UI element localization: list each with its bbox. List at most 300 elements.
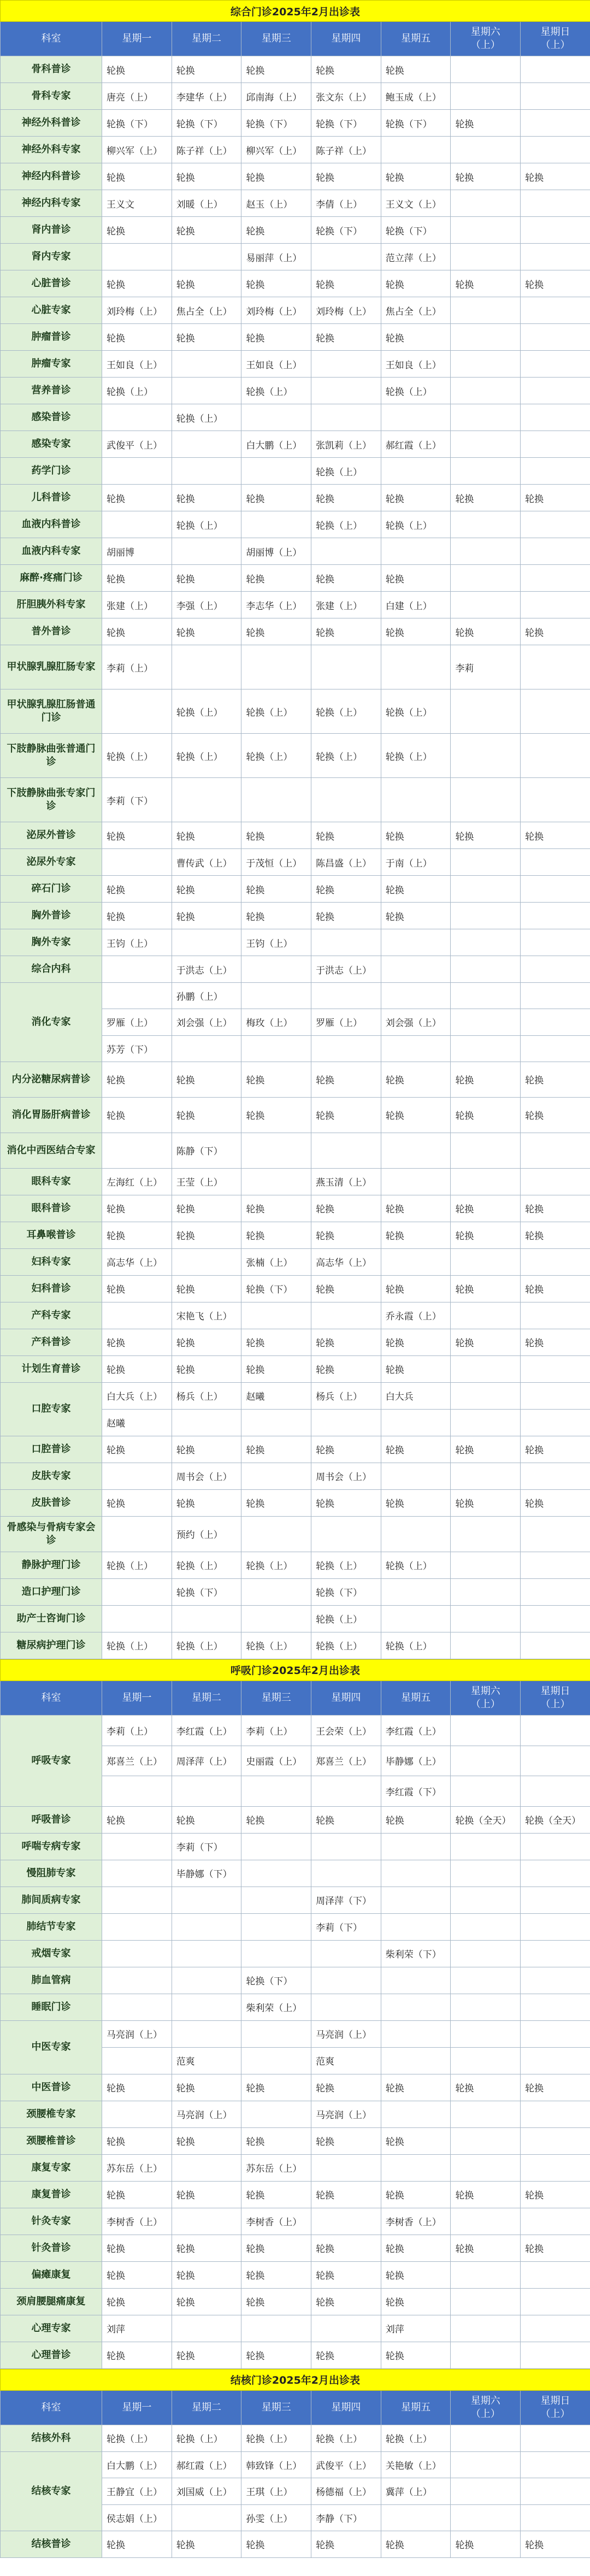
schedule-cell: 于南（上） xyxy=(381,849,451,876)
schedule-cell xyxy=(311,1860,381,1887)
schedule-cell xyxy=(311,929,381,956)
schedule-cell: 轮换 xyxy=(102,822,172,849)
schedule-cell: 轮换 xyxy=(521,2181,590,2208)
schedule-cell: 赵曦 xyxy=(241,1382,311,1409)
schedule-row xyxy=(1,163,590,190)
schedule-cell xyxy=(521,956,590,983)
schedule-cell: 轮换（上） xyxy=(172,404,241,431)
schedule-cell: 轮换 xyxy=(311,1195,381,1222)
schedule-cell: 周泽萍（下） xyxy=(311,1887,381,1913)
schedule-row xyxy=(1,1552,590,1578)
schedule-cell xyxy=(521,1578,590,1605)
schedule-cell xyxy=(521,1833,590,1860)
schedule-cell xyxy=(521,1248,590,1275)
schedule-cell xyxy=(172,244,241,270)
schedule-cell: 白大鹏（上） xyxy=(102,2451,172,2478)
schedule-cell xyxy=(241,1605,311,1632)
schedule-cell xyxy=(521,2425,590,2451)
schedule-row xyxy=(1,431,590,458)
schedule-cell xyxy=(172,2154,241,2181)
schedule-cell: 轮换（上） xyxy=(102,2425,172,2451)
department-name: 计划生育普诊 xyxy=(1,1355,102,1382)
schedule-cell xyxy=(241,1940,311,1967)
schedule-cell xyxy=(311,404,381,431)
schedule-cell xyxy=(451,1382,521,1409)
schedule-cell: 轮换 xyxy=(241,2531,311,2557)
schedule-row xyxy=(1,244,590,270)
schedule-cell xyxy=(521,458,590,485)
schedule-cell: 轮换 xyxy=(381,903,451,929)
department-name: 康复普诊 xyxy=(1,2181,102,2208)
schedule-cell xyxy=(381,1168,451,1195)
department-name: 甲状腺乳腺肛肠专家 xyxy=(1,645,102,689)
schedule-row xyxy=(1,404,590,431)
schedule-cell xyxy=(241,404,311,431)
schedule-cell: 轮换 xyxy=(311,1489,381,1516)
schedule-cell: 杨兵（上） xyxy=(172,1382,241,1409)
schedule-cell xyxy=(521,2288,590,2315)
schedule-cell: 轮换 xyxy=(521,2531,590,2557)
section-title: 综合门诊2025年2月出诊表 xyxy=(1,1,590,22)
schedule-cell xyxy=(521,351,590,378)
schedule-cell xyxy=(381,2504,451,2531)
department-name: 心理普诊 xyxy=(1,2342,102,2368)
schedule-cell xyxy=(241,1776,311,1807)
schedule-cell xyxy=(521,565,590,592)
schedule-cell: 轮换 xyxy=(172,2235,241,2261)
schedule-cell xyxy=(521,849,590,876)
schedule-cell: 轮换 xyxy=(521,1489,590,1516)
schedule-cell xyxy=(381,1248,451,1275)
schedule-cell xyxy=(381,2101,451,2127)
schedule-row xyxy=(1,351,590,378)
schedule-cell: 轮换 xyxy=(241,324,311,351)
department-name: 综合内科 xyxy=(1,956,102,983)
schedule-cell: 轮换 xyxy=(381,1489,451,1516)
schedule-cell: 轮换（上） xyxy=(241,689,311,734)
schedule-cell: 焦占全（上） xyxy=(381,297,451,324)
schedule-cell: 轮换（上） xyxy=(311,689,381,734)
schedule-cell: 宋艳飞（上） xyxy=(172,1302,241,1329)
schedule-cell: 轮换 xyxy=(172,1222,241,1248)
schedule-cell: 轮换 xyxy=(381,163,451,190)
column-header: 星期二 xyxy=(172,1681,241,1715)
schedule-cell xyxy=(451,983,521,1009)
schedule-cell: 轮换（下） xyxy=(172,110,241,137)
schedule-cell xyxy=(521,929,590,956)
schedule-cell xyxy=(451,217,521,244)
schedule-cell: 轮换 xyxy=(172,324,241,351)
schedule-cell xyxy=(381,1516,451,1552)
schedule-cell xyxy=(521,2020,590,2047)
schedule-cell: 轮换 xyxy=(172,1097,241,1133)
schedule-cell: 轮换 xyxy=(311,2531,381,2557)
schedule-cell xyxy=(451,351,521,378)
schedule-cell xyxy=(241,1833,311,1860)
schedule-row xyxy=(1,190,590,217)
schedule-cell xyxy=(241,956,311,983)
schedule-cell: 轮换（下） xyxy=(311,1578,381,1605)
schedule-cell: 李静（下） xyxy=(311,2504,381,2531)
schedule-cell xyxy=(521,110,590,137)
schedule-cell xyxy=(521,1409,590,1436)
schedule-cell xyxy=(521,1382,590,1409)
schedule-cell xyxy=(451,849,521,876)
schedule-row xyxy=(1,1275,590,1302)
schedule-cell: 轮换（上） xyxy=(311,511,381,538)
schedule-cell: 李红霞（上） xyxy=(381,1715,451,1746)
schedule-cell xyxy=(451,592,521,618)
schedule-cell: 王如良（上） xyxy=(241,351,311,378)
schedule-cell xyxy=(102,1967,172,1994)
schedule-cell: 轮换 xyxy=(172,1806,241,1833)
schedule-cell xyxy=(451,2425,521,2451)
schedule-cell xyxy=(102,1302,172,1329)
schedule-row xyxy=(1,1382,590,1409)
schedule-cell xyxy=(521,2127,590,2154)
department-name: 胸外普诊 xyxy=(1,903,102,929)
schedule-cell: 轮换（上） xyxy=(311,734,381,778)
schedule-cell: 轮换 xyxy=(102,1222,172,1248)
column-header: 星期一 xyxy=(102,1681,172,1715)
schedule-row xyxy=(1,983,590,1009)
schedule-cell xyxy=(311,1302,381,1329)
schedule-cell xyxy=(521,1940,590,1967)
schedule-cell xyxy=(451,689,521,734)
schedule-cell xyxy=(241,1133,311,1168)
schedule-row xyxy=(1,2315,590,2342)
schedule-cell: 轮换（上） xyxy=(381,511,451,538)
schedule-cell: 轮换 xyxy=(381,2181,451,2208)
column-header: 星期一 xyxy=(102,2390,172,2425)
schedule-cell: 轮换 xyxy=(521,2074,590,2101)
schedule-cell xyxy=(241,1578,311,1605)
schedule-cell xyxy=(451,1009,521,1035)
schedule-row xyxy=(1,2451,590,2478)
schedule-cell xyxy=(381,1860,451,1887)
schedule-cell xyxy=(311,351,381,378)
department-name: 慢阻肺专家 xyxy=(1,1860,102,1887)
schedule-cell: 李树香（上） xyxy=(241,2208,311,2235)
schedule-cell xyxy=(172,1994,241,2020)
schedule-cell xyxy=(102,1776,172,1807)
schedule-cell: 轮换 xyxy=(241,2127,311,2154)
schedule-cell: 轮换 xyxy=(241,2235,311,2261)
schedule-cell: 轮换 xyxy=(311,565,381,592)
schedule-cell: 轮换 xyxy=(102,2288,172,2315)
department-name: 偏瘫康复 xyxy=(1,2261,102,2288)
schedule-cell: 轮换 xyxy=(102,903,172,929)
schedule-cell xyxy=(521,2504,590,2531)
schedule-cell: 轮换 xyxy=(451,2531,521,2557)
schedule-cell xyxy=(521,1035,590,1062)
schedule-cell: 轮换 xyxy=(381,618,451,645)
schedule-cell: 轮换（上） xyxy=(381,689,451,734)
schedule-row xyxy=(1,1806,590,1833)
schedule-cell: 轮换 xyxy=(521,822,590,849)
schedule-row xyxy=(1,1715,590,1746)
schedule-row xyxy=(1,83,590,110)
column-header: 星期二 xyxy=(172,22,241,56)
schedule-cell: 乔永霞（上） xyxy=(381,1302,451,1329)
schedule-cell: 赵曦 xyxy=(102,1409,172,1436)
schedule-cell xyxy=(102,1860,172,1887)
schedule-cell xyxy=(451,1516,521,1552)
schedule-cell xyxy=(172,1887,241,1913)
department-name: 妇科专家 xyxy=(1,1248,102,1275)
schedule-cell xyxy=(451,244,521,270)
schedule-cell xyxy=(451,511,521,538)
department-name: 营养普诊 xyxy=(1,378,102,404)
schedule-cell xyxy=(451,2101,521,2127)
schedule-cell xyxy=(311,538,381,565)
schedule-cell: 轮换（上） xyxy=(311,1632,381,1659)
schedule-cell: 轮换 xyxy=(241,56,311,83)
schedule-cell xyxy=(451,2288,521,2315)
schedule-cell: 预约（上） xyxy=(172,1516,241,1552)
schedule-row xyxy=(1,929,590,956)
schedule-cell xyxy=(451,876,521,903)
schedule-cell: 轮换 xyxy=(311,163,381,190)
schedule-cell: 轮换 xyxy=(241,270,311,297)
schedule-cell xyxy=(451,2504,521,2531)
schedule-cell: 轮换（下） xyxy=(241,1967,311,1994)
schedule-row xyxy=(1,137,590,163)
schedule-cell xyxy=(241,2315,311,2342)
schedule-cell: 轮换 xyxy=(102,2127,172,2154)
schedule-cell: 轮换 xyxy=(241,2261,311,2288)
schedule-row xyxy=(1,1578,590,1605)
schedule-row xyxy=(1,485,590,511)
schedule-cell xyxy=(521,1009,590,1035)
schedule-cell: 毕静娜（下） xyxy=(172,1860,241,1887)
schedule-cell: 杨德福（上） xyxy=(311,2478,381,2504)
schedule-cell xyxy=(521,903,590,929)
schedule-cell: 李倩（上） xyxy=(311,190,381,217)
schedule-row xyxy=(1,778,590,822)
column-header: 星期四 xyxy=(311,22,381,56)
schedule-cell: 轮换 xyxy=(381,1195,451,1222)
schedule-cell: 刘暖（上） xyxy=(172,190,241,217)
department-name: 皮肤专家 xyxy=(1,1463,102,1489)
schedule-row xyxy=(1,1222,590,1248)
schedule-cell xyxy=(521,83,590,110)
schedule-cell: 轮换 xyxy=(311,2181,381,2208)
schedule-cell: 轮换 xyxy=(172,1062,241,1097)
schedule-cell xyxy=(521,217,590,244)
schedule-cell: 轮换 xyxy=(311,618,381,645)
schedule-cell: 陈昌盛（上） xyxy=(311,849,381,876)
schedule-cell: 轮换 xyxy=(451,1436,521,1463)
schedule-cell: 李树香（上） xyxy=(102,2208,172,2235)
schedule-row xyxy=(1,297,590,324)
schedule-cell: 轮换 xyxy=(102,2074,172,2101)
schedule-cell: 轮换 xyxy=(102,2342,172,2368)
schedule-cell xyxy=(102,1833,172,1860)
schedule-cell: 轮换 xyxy=(241,618,311,645)
schedule-cell: 轮换 xyxy=(451,1329,521,1355)
schedule-cell xyxy=(521,431,590,458)
schedule-row xyxy=(1,2342,590,2368)
schedule-row xyxy=(1,2425,590,2451)
schedule-cell xyxy=(241,1516,311,1552)
department-name: 心脏普诊 xyxy=(1,270,102,297)
schedule-row xyxy=(1,618,590,645)
schedule-cell: 轮换 xyxy=(102,2235,172,2261)
schedule-row xyxy=(1,1133,590,1168)
schedule-cell xyxy=(172,431,241,458)
schedule-cell: 胡丽博（上） xyxy=(241,538,311,565)
schedule-cell xyxy=(451,378,521,404)
schedule-row xyxy=(1,110,590,137)
department-name: 消化中西医结合专家 xyxy=(1,1133,102,1168)
schedule-row xyxy=(1,2101,590,2127)
schedule-cell: 轮换 xyxy=(381,1222,451,1248)
schedule-cell xyxy=(451,56,521,83)
schedule-cell: 轮换 xyxy=(241,1097,311,1133)
schedule-cell: 轮换 xyxy=(241,2342,311,2368)
schedule-row xyxy=(1,378,590,404)
schedule-cell xyxy=(451,538,521,565)
schedule-row xyxy=(1,2288,590,2315)
schedule-cell xyxy=(102,244,172,270)
schedule-cell xyxy=(521,1860,590,1887)
schedule-cell: 柳兴军（上） xyxy=(102,137,172,163)
schedule-cell xyxy=(241,1913,311,1940)
column-header: 科室 xyxy=(1,2390,102,2425)
schedule-cell xyxy=(451,2451,521,2478)
department-name: 中医专家 xyxy=(1,2020,102,2074)
schedule-cell: 轮换 xyxy=(521,1097,590,1133)
schedule-cell xyxy=(241,778,311,822)
schedule-cell: 轮换 xyxy=(381,1355,451,1382)
schedule-cell: 张凯莉（上） xyxy=(311,431,381,458)
schedule-cell: 轮换 xyxy=(311,324,381,351)
schedule-cell: 白大兵（上） xyxy=(102,1382,172,1409)
schedule-cell: 王会荣（上） xyxy=(311,1715,381,1746)
schedule-cell: 鲍玉成（上） xyxy=(381,83,451,110)
schedule-cell xyxy=(521,2342,590,2368)
schedule-cell xyxy=(451,137,521,163)
schedule-cell: 轮换 xyxy=(241,163,311,190)
schedule-row xyxy=(1,217,590,244)
schedule-cell xyxy=(102,1913,172,1940)
schedule-cell xyxy=(521,1168,590,1195)
schedule-cell xyxy=(172,1605,241,1632)
department-name: 碎石门诊 xyxy=(1,876,102,903)
schedule-cell xyxy=(521,1516,590,1552)
schedule-cell xyxy=(381,1463,451,1489)
schedule-cell: 轮换 xyxy=(102,876,172,903)
schedule-cell xyxy=(521,1746,590,1776)
schedule-cell xyxy=(311,1409,381,1436)
schedule-cell: 李莉（上） xyxy=(102,645,172,689)
column-header: 星期日 （上） xyxy=(521,1681,590,1715)
department-name: 肿瘤专家 xyxy=(1,351,102,378)
schedule-cell: 苏芳（下） xyxy=(102,1035,172,1062)
department-name: 睡眠门诊 xyxy=(1,1994,102,2020)
schedule-cell: 刘玲梅（上） xyxy=(311,297,381,324)
schedule-cell: 轮换（上） xyxy=(381,734,451,778)
schedule-cell xyxy=(381,458,451,485)
schedule-cell xyxy=(311,778,381,822)
schedule-cell: 轮换 xyxy=(381,1806,451,1833)
schedule-cell: 轮换 xyxy=(172,485,241,511)
schedule-cell: 轮换 xyxy=(241,485,311,511)
schedule-row xyxy=(1,1632,590,1659)
schedule-cell: 陈子祥（上） xyxy=(311,137,381,163)
schedule-cell xyxy=(521,592,590,618)
department-name: 颈腰椎普诊 xyxy=(1,2127,102,2154)
schedule-cell xyxy=(451,778,521,822)
schedule-cell xyxy=(311,1776,381,1807)
schedule-cell: 易丽萍（上） xyxy=(241,244,311,270)
schedule-cell: 左海红（上） xyxy=(102,1168,172,1195)
schedule-cell: 轮换 xyxy=(451,1489,521,1516)
schedule-cell xyxy=(241,1860,311,1887)
department-name: 妇科普诊 xyxy=(1,1275,102,1302)
schedule-cell xyxy=(451,903,521,929)
schedule-cell: 李莉（上） xyxy=(102,1715,172,1746)
schedule-cell: 轮换 xyxy=(311,2288,381,2315)
department-name: 感染专家 xyxy=(1,431,102,458)
column-header: 星期四 xyxy=(311,2390,381,2425)
schedule-cell xyxy=(241,1887,311,1913)
schedule-cell: 轮换 xyxy=(241,1222,311,1248)
schedule-row xyxy=(1,1860,590,1887)
department-name: 儿科普诊 xyxy=(1,485,102,511)
schedule-cell: 张建（上） xyxy=(311,592,381,618)
schedule-cell xyxy=(172,1913,241,1940)
schedule-cell: 轮换 xyxy=(521,1222,590,1248)
schedule-row xyxy=(1,1605,590,1632)
department-name: 内分泌糖尿病普诊 xyxy=(1,1062,102,1097)
department-name: 下肢静脉曲张普通门诊 xyxy=(1,734,102,778)
schedule-cell: 侯志娟（上） xyxy=(102,2504,172,2531)
schedule-cell: 轮换 xyxy=(381,270,451,297)
schedule-cell xyxy=(451,297,521,324)
schedule-cell: 曹传武（上） xyxy=(172,849,241,876)
schedule-cell xyxy=(381,1578,451,1605)
schedule-cell xyxy=(172,351,241,378)
schedule-cell: 轮换 xyxy=(241,1329,311,1355)
schedule-cell xyxy=(172,1776,241,1807)
schedule-cell xyxy=(451,1463,521,1489)
schedule-cell: 王静宜（上） xyxy=(102,2478,172,2504)
schedule-cell xyxy=(311,1516,381,1552)
schedule-cell: 轮换 xyxy=(102,270,172,297)
schedule-cell xyxy=(241,1168,311,1195)
schedule-cell xyxy=(451,1994,521,2020)
column-header: 星期六 （上） xyxy=(451,22,521,56)
schedule-row xyxy=(1,2235,590,2261)
schedule-cell: 于茂恒（上） xyxy=(241,849,311,876)
schedule-cell xyxy=(381,2020,451,2047)
schedule-row xyxy=(1,689,590,734)
schedule-cell xyxy=(241,511,311,538)
department-name: 静脉护理门诊 xyxy=(1,1552,102,1578)
schedule-row xyxy=(1,1097,590,1133)
schedule-cell: 赵玉（上） xyxy=(241,190,311,217)
schedule-cell: 轮换 xyxy=(102,618,172,645)
schedule-cell: 轮换 xyxy=(521,485,590,511)
schedule-cell xyxy=(521,1632,590,1659)
schedule-cell xyxy=(451,929,521,956)
schedule-cell xyxy=(521,734,590,778)
schedule-cell: 轮换（上） xyxy=(311,458,381,485)
schedule-cell: 轮换 xyxy=(102,1062,172,1097)
department-name: 口腔专家 xyxy=(1,1382,102,1436)
